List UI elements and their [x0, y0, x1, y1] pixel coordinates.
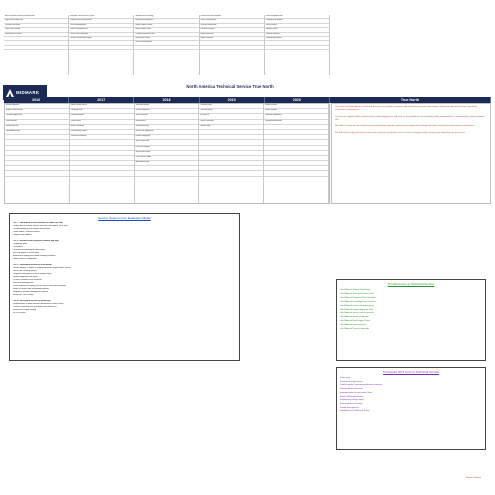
not-core-process-item: Vendor management: [340, 406, 359, 409]
model-line: [13, 237, 236, 240]
grid-cell: Annual service plan: [135, 161, 199, 166]
year-header-true-north: True North: [330, 97, 491, 103]
core-process-item: One Midmark Service Department: [340, 289, 371, 291]
core-process-item: One Midmark service contract process: [340, 312, 375, 315]
tier-heading: Tier 3 - Intervention needed by a technician: [13, 264, 52, 267]
pre-header-rows: [4, 15, 330, 75]
grid-cell: [5, 171, 69, 176]
true-north-paragraph: We will be a team for our customers by knowing their products and service requirements through lifecycle monitoring and proactive maintenance.: [335, 125, 476, 127]
grid-cell: Product support plan: [135, 135, 199, 140]
footnote: Midmark Confidential: [466, 478, 481, 479]
pre-cell: [134, 46, 198, 50]
not-core-process-item: Implementation of new product lines: [340, 391, 373, 394]
grid-cell: Warranty process: [5, 125, 69, 130]
pre-cell: Service escalation process: [69, 28, 133, 32]
pre-cell: Begin service journey map: [4, 19, 68, 23]
grid-cell: Satisfaction survey: [135, 125, 199, 130]
true-north-paragraph: We will achieve high first time fix rates and customer satisfaction scores across all regions while continuously improving our processes.: [335, 131, 466, 134]
grid-cell: Remote repair: [199, 125, 263, 130]
grid-cell: Metrics dashboard: [70, 125, 134, 130]
grid-cell: Proactive service: [264, 104, 328, 109]
tier-heading: Tier 2 - Assisted effort required to answer and help: [13, 240, 59, 243]
model-line: Mobile contact to application: [13, 257, 37, 260]
year-header-2019: 2019: [200, 97, 265, 103]
core-process-item: One Midmark service training program: [340, 304, 375, 307]
not-core-process-item: Service billing adjustments: [340, 395, 364, 398]
model-line: Issues or resolve with consolidated queues: [13, 288, 50, 291]
grid-cell: Root cause analysis: [135, 146, 199, 151]
model-line: Internal tech training system: [13, 270, 37, 273]
model-line: Knowledge base: [13, 243, 27, 246]
grid-cell: Dealer certification: [199, 120, 263, 125]
pre-cell: Technical documentation update: [69, 37, 133, 41]
grid-cell: Service parts review: [135, 151, 199, 156]
model-line: Phone system (hunt group control, easy to use phone prompts): [13, 285, 66, 288]
logo-text: MIDMARK: [16, 90, 40, 95]
grid-cell: Escalation process: [70, 114, 134, 119]
not-core-process-item: Establishment of Warranty Policy: [340, 410, 370, 413]
not-core-process-item: Order entry: [340, 377, 351, 379]
grid-cell: Account alignment: [5, 104, 69, 109]
grid-cell: Service level agreements: [135, 130, 199, 135]
grid-cell: Technician training: [135, 104, 199, 109]
pre-cell: Parts forecasting model: [200, 24, 264, 28]
true-north-paragraph: Our vision for North America Technical Service is to provide customers with world class service and support, delivered right the first time, by trained technicians and partners.: [335, 106, 478, 111]
core-evaluation-model-box: [9, 213, 240, 361]
pre-cell: Sustained improvement: [265, 37, 329, 41]
true-north-text-panel: [331, 103, 491, 204]
model-line: [13, 297, 236, 300]
pre-cell: Launch customer portal: [200, 19, 264, 23]
pre-cell: Create knowledge base: [69, 24, 133, 28]
grid-cell: Remote diagnostics: [135, 109, 199, 114]
grid-cell: Parts forecasting: [199, 109, 263, 114]
pre-cell: Install process review: [134, 37, 198, 41]
pre-column-0: [4, 15, 69, 75]
model-line: Self help phone or online portal: [13, 252, 40, 255]
grid-cell: Technician scheduling: [70, 135, 134, 140]
grid-cell: Service analytics: [264, 109, 328, 114]
grid-cell: Dealer training: [5, 120, 69, 125]
model-line: Audio/video training and trouble shooting materials: [13, 255, 56, 258]
pre-cell: Service contract review: [134, 28, 198, 32]
pre-cell: Dealer service training: [4, 28, 68, 32]
pre-cell: Proactive monitoring: [265, 33, 329, 37]
pre-cell: Customer satisfaction survey: [134, 33, 198, 37]
core-process-item: One Midmark Field Support Team: [340, 320, 370, 323]
core-process-item: One Midmark remote diagnostic tools: [340, 308, 374, 311]
grid-cell: Cost of service model: [135, 156, 199, 161]
not-core-process-item: Processing freight claims: [340, 380, 363, 383]
model-line: Business of People training: [13, 309, 36, 312]
model-line: Diagnostic flow guides for each product family: [13, 273, 52, 276]
not-core-process-item: Product quality / warranty performance analysis: [340, 384, 383, 387]
pre-cell: Integrated CRM with service system: [69, 15, 133, 19]
pre-cell: Technician skills matrix: [4, 24, 68, 28]
model-line: Service Module / Product & incident reporting / dispatching of service: [13, 267, 71, 270]
pre-cell: Remote repair tools: [200, 33, 264, 37]
model-line: Comfort & follow-up with (promotors and detractors): [13, 306, 57, 309]
pre-cell: [69, 46, 133, 50]
model-line: Targeted field updates: [13, 233, 32, 236]
grid-cell: [135, 171, 199, 176]
tier-heading: Tier 4 - Intervention needed by leadership: [13, 300, 51, 303]
not-core-processes-box: [336, 367, 486, 450]
year-header-2016: 2016: [4, 97, 69, 103]
not-core-process-item: Return goods processing: [340, 402, 363, 405]
grid-column-2018: [135, 104, 200, 203]
model-line: Troubleshooting & part number identification: [13, 227, 51, 230]
grid-cell: Service contracts: [135, 114, 199, 119]
grid-cell: Documentation update: [70, 130, 134, 135]
model-line: Product documentation (service manuals, user guides, parts lists): [13, 224, 68, 227]
grid-cell: Sustained improvement: [264, 120, 328, 125]
model-line: Integrated customer management system: [13, 291, 48, 294]
core-evaluation-model-heading: Service Support Core Evaluation Model: [98, 216, 151, 220]
pre-cell: [4, 46, 68, 50]
model-line: Screen & antenna issue resolution: [13, 279, 42, 282]
grid-cell: Regional service model: [5, 109, 69, 114]
pre-cell: Service level agreements: [134, 41, 198, 45]
grid-cell: First time fix: [199, 114, 263, 119]
core-process-item: One Midmark Process standards: [340, 328, 370, 331]
year-header-2018: 2018: [134, 97, 199, 103]
pre-cell: First time fix initiative: [200, 28, 264, 32]
grid-column-2017: [70, 104, 135, 203]
grid-cell: Quality review: [70, 120, 134, 125]
pre-cell: Develop field service playbook: [200, 15, 264, 19]
model-line: Online videos - common repairs: [13, 230, 40, 233]
model-line: Master file, LEDS model: [13, 293, 34, 296]
pre-column-3: [200, 15, 265, 75]
model-line: Remote diagnostic and repair: [13, 276, 38, 279]
pre-cell: Service analytics: [265, 24, 329, 28]
grid-cell: [199, 171, 263, 176]
pre-cell: Support readiness review: [134, 24, 198, 28]
logo-mark-icon: [6, 89, 14, 97]
grid-cell: Install process: [135, 120, 199, 125]
not-core-processes-heading: Processes NOT Core to Technical Service: [383, 370, 439, 374]
core-process-item: One Midmark knowledge base and parts: [340, 300, 376, 303]
pre-cell: Continue playbook rollout: [265, 15, 329, 19]
pre-cell: Complete portal adoption: [265, 19, 329, 23]
grid-column-2019: [199, 104, 264, 203]
grid-cell: Service report outs: [135, 140, 199, 145]
model-line: Tech library: [13, 246, 23, 249]
grid-cell: Service system launch: [70, 104, 134, 109]
model-line: Technical self-ordering of service parts: [13, 249, 46, 252]
grid-column-2016: [5, 104, 70, 203]
roadmap-grid: [4, 103, 330, 204]
page-title: North America Technical Service True North: [186, 84, 274, 89]
tier-heading: Tier 1 - Information & tools available to enable self-help: [13, 222, 63, 224]
grid-column-2020: [264, 104, 329, 203]
model-line: Empowerment to make business decisions to resolve issues: [13, 303, 64, 306]
core-process-item: One Midmark dealer certification: [340, 316, 369, 319]
not-core-process-item: Sales/marketing functions: [340, 388, 363, 391]
year-header-2017: 2017: [69, 97, 134, 103]
core-process-item: One Midmark service metrics: [340, 324, 366, 327]
pre-cell: Warranty process review: [4, 33, 68, 37]
grid-cell: Predictive maintenance: [264, 114, 328, 119]
core-processes-heading: Provided Core to Technical Service: [387, 282, 435, 286]
grid-cell: [70, 171, 134, 176]
core-process-item: One Midmark Diagnostic Flow Standard: [340, 296, 376, 299]
grid-cell: [264, 171, 328, 176]
not-core-process-item: Engineering change orders: [340, 399, 365, 402]
model-line: Internal knowledge base: [13, 282, 34, 285]
grid-cell: Knowledge base: [70, 109, 134, 114]
pre-cell: Service metrics dashboard: [69, 33, 133, 37]
grid-cell: Technical support team: [5, 114, 69, 119]
pre-column-1: [69, 15, 134, 75]
pre-cell: Expand remote diagnostics: [134, 19, 198, 23]
pre-cell: Implement new technology: [134, 15, 198, 19]
core-process-item: One Midmark Technical Service Portal: [340, 292, 374, 295]
grid-cell: Customer portal: [199, 104, 263, 109]
pre-cell: Dealer certification: [200, 37, 264, 41]
pre-cell: [200, 46, 264, 50]
core-processes-box: [336, 279, 486, 361]
pre-cell: [265, 46, 329, 50]
pre-cell: Establish technical quality review: [69, 19, 133, 23]
year-header-2020: 2020: [265, 97, 330, 103]
pre-column-2: [134, 15, 199, 75]
pre-cell: Assess Regional Technician coverage needs: [4, 15, 68, 19]
true-north-paragraph: Our service support will be enhanced by remote diagnostics and tools so that problems are resolved quickly and downtime is minimized for every customer site.: [335, 115, 485, 121]
grid-cell: Field feedback loop: [5, 130, 69, 135]
model-line: [13, 261, 236, 264]
model-line: NPS Principles: [13, 312, 26, 315]
pre-column-4: [265, 15, 330, 75]
pre-cell: Predictive service: [265, 28, 329, 32]
